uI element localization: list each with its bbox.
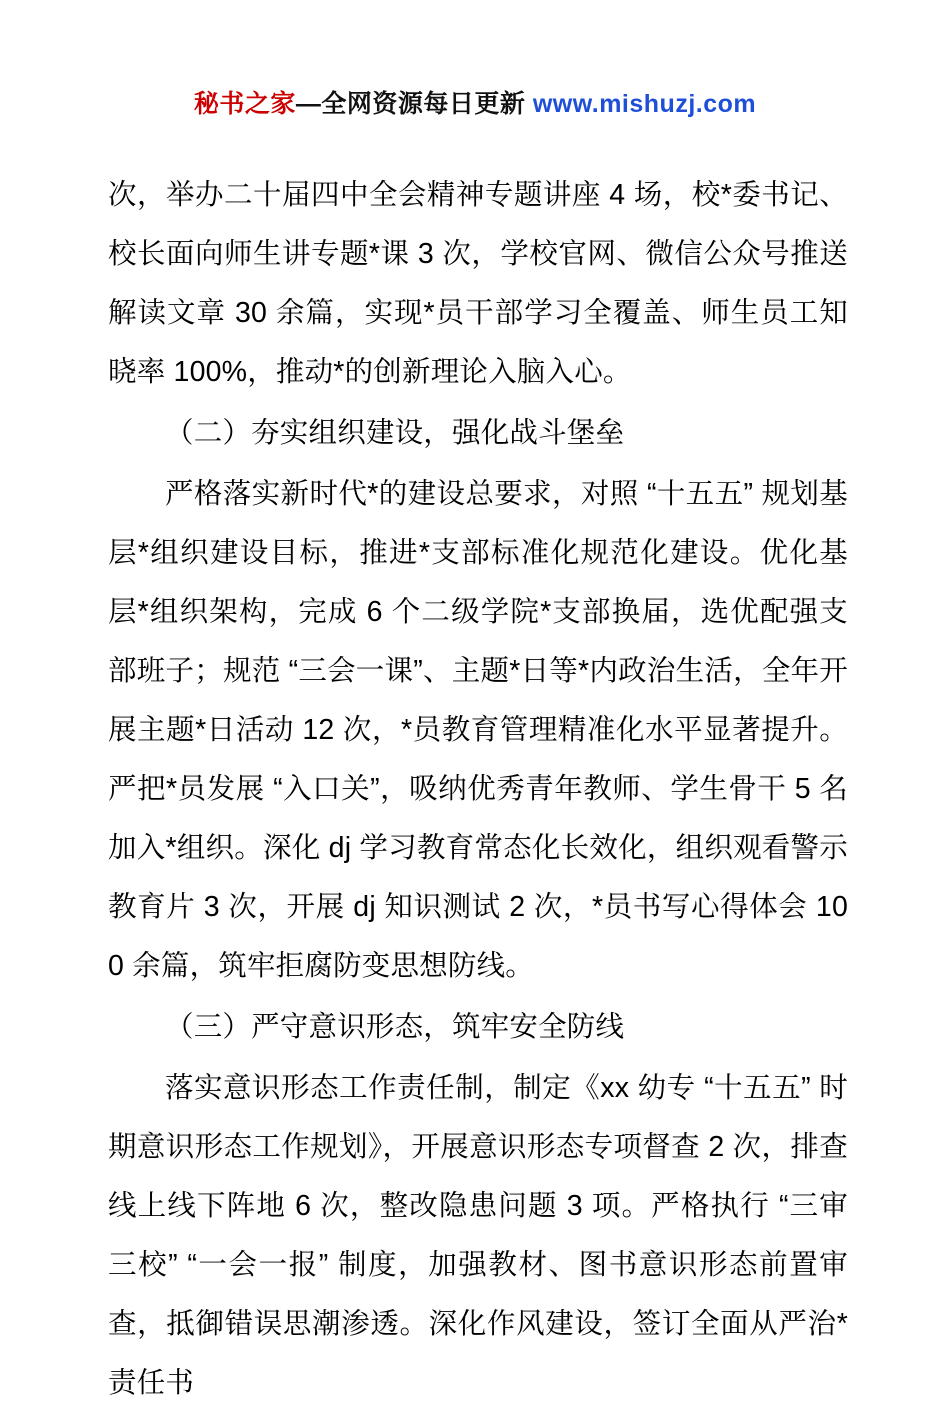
paragraph-organization-building: 严格落实新时代*的建设总要求，对照 “十五五” 规划基层*组织建设目标，推进*支部标准化规范化建设。优化基层*组织架构，完成 6 个二级学院*支部换届，选优配强支部班子；规范 “三会一课”、主题*日等*内政治生活，全年开展主题*日活动 12 次，*员教育管理精准化水平显著提升。严把*员发展 “入口关”，吸纳优秀青年教师、学生骨干 5 名加入*组织。深化 dj 学习教育常态化长效化，组织观看警示教育片 3 次，开展 dj 知识测试 2 次，*员书写心得体会 100 余篇，筑牢拒腐防变思想防线。 — [108, 478, 848, 982]
site-header-banner — [0, 84, 950, 120]
document-body — [108, 166, 848, 1415]
paragraph-continued-theory-study: 次，举办二十届四中全会精神专题讲座 4 场，校*委书记、校长面向师生讲专题*课 3 次，学校官网、微信公众号推送解读文章 30 余篇，实现*员干部学习全覆盖、师生员工知晓率 100%，推动*的创新理论入脑入心。 — [108, 179, 848, 388]
site-brand-name: 秘书之家 — [193, 90, 296, 118]
site-tagline: —全网资源每日更新 — [295, 90, 526, 118]
paragraph-ideology-work: 落实意识形态工作责任制，制定《xx 幼专 “十五五” 时期意识形态工作规划》，开展意识形态专项督查 2 次，排查线上线下阵地 6 次，整改隐患问题 3 项。严格执行 “三审三校” “一会一报” 制度，加强教材、图书意识形态前置审查，抵御错误思潮渗透。深化作风建设，签订全面从严治*责任书 — [108, 1072, 848, 1399]
heading-section-three: （三）严守意识形态，筑牢安全防线 — [165, 1011, 625, 1043]
heading-section-two: （二）夯实组织建设，强化战斗堡垒 — [165, 417, 625, 449]
site-url-link[interactable]: www.mishuzj.com — [532, 90, 757, 118]
